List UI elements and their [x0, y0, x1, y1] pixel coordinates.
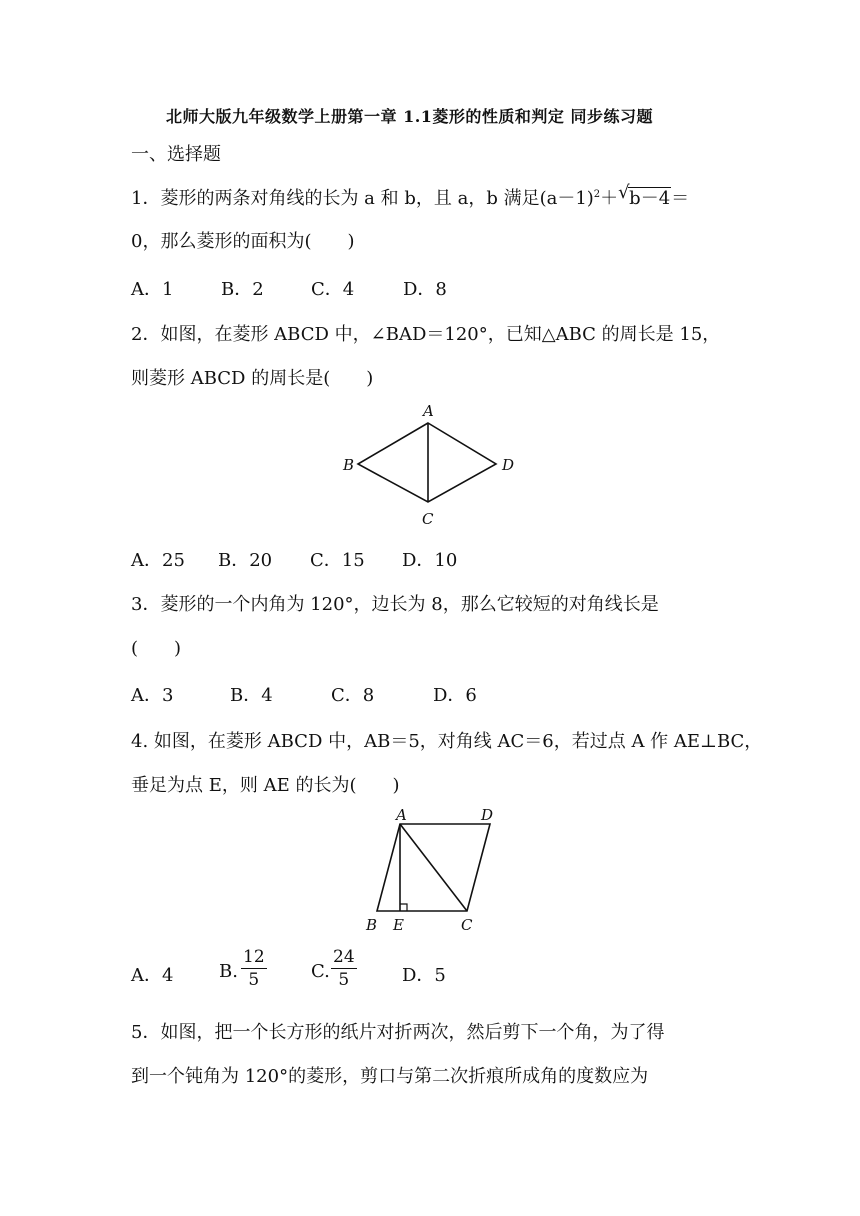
- q4-option-b-label: B.: [219, 961, 238, 982]
- q4-option-b-fraction: [241, 946, 267, 991]
- q4-rhombus-figure: [355, 800, 515, 938]
- q4-label-b: B: [366, 916, 378, 934]
- q4-line1: 4. 如图，在菱形 ABCD 中，AB＝5，对角线 AC＝6，若过点 A 作 AE⊥BC，: [131, 731, 763, 752]
- q4-option-b-denominator: 5: [248, 970, 260, 990]
- q2-label-a: A: [423, 402, 434, 420]
- q2-line2: 则菱形 ABCD 的周长是( ): [131, 368, 374, 389]
- q2-rhombus-outline: [358, 423, 496, 502]
- q2-rhombus-figure: [330, 396, 530, 530]
- q4-option-d: D．5: [402, 965, 446, 986]
- q1-option-b: B．2: [221, 279, 264, 300]
- q3-line2: ( ): [131, 638, 182, 659]
- q5-line2: 到一个钝角为 120°的菱形，剪口与第二次折痕所成角的度数应为: [131, 1066, 649, 1087]
- q4-option-c-denominator: 5: [338, 970, 350, 990]
- q4-line2: 垂足为点 E，则 AE 的长为( ): [131, 775, 400, 796]
- q1-plus: ＋: [600, 188, 619, 209]
- q4-diagonal-ac: [400, 824, 467, 911]
- q1-option-c: C．4: [311, 279, 355, 300]
- q4-option-c-fraction: [331, 946, 357, 991]
- q3-line1: 3．菱形的一个内角为 120°，边长为 8，那么它较短的对角线长是: [131, 594, 659, 615]
- q2-label-b: B: [343, 456, 355, 474]
- q1-options: [131, 275, 447, 301]
- q3-option-a: A．3: [131, 685, 174, 706]
- q1-equals: ＝: [671, 188, 690, 209]
- q2-option-b: B．20: [218, 550, 273, 571]
- q1-text: 1．菱形的两条对角线的长为 a 和 b，且 a，b 满足(a－1): [131, 188, 594, 209]
- q4-label-a: A: [396, 806, 407, 824]
- q4-option-a: A．4: [131, 965, 174, 986]
- q4-option-c-numerator: 24: [333, 947, 355, 967]
- q4-option-c-label: C.: [311, 961, 330, 982]
- q4-label-c: C: [461, 916, 473, 934]
- q5-line1: 5．如图，把一个长方形的纸片对折两次，然后剪下一个角，为了得: [131, 1022, 665, 1043]
- q1-option-d: D．8: [403, 279, 447, 300]
- q2-label-c: C: [422, 510, 434, 528]
- q1-radicand: b－4: [629, 188, 671, 209]
- q2-option-c: C．15: [310, 550, 365, 571]
- q4-option-b-numerator: 12: [243, 947, 265, 967]
- q3-options: [131, 681, 477, 707]
- q2-line1: 2．如图，在菱形 ABCD 中，∠BAD＝120°，已知△ABC 的周长是 15，: [131, 324, 721, 345]
- q1-line2: 0，那么菱形的面积为( ): [131, 231, 355, 252]
- q3-option-d: D．6: [433, 685, 477, 706]
- sqrt-icon: √: [618, 182, 630, 203]
- q2-option-a: A．25: [131, 550, 185, 571]
- q3-option-c: C．8: [331, 685, 375, 706]
- q1-line1: [131, 184, 689, 210]
- q4-label-e: E: [393, 916, 404, 934]
- q1-exponent: 2: [593, 189, 601, 200]
- q2-label-d: D: [502, 456, 515, 474]
- right-angle-icon: [400, 904, 407, 911]
- q1-sqrt: [618, 184, 671, 210]
- q4-label-d: D: [481, 806, 494, 824]
- section-heading: 一、选择题: [131, 144, 221, 165]
- page-title: 北师大版九年级数学上册第一章 1.1菱形的性质和判定 同步练习题: [166, 107, 653, 126]
- q2-option-d: D．10: [402, 550, 458, 571]
- q2-options: [131, 546, 457, 572]
- q3-option-b: B．4: [230, 685, 273, 706]
- q1-option-a: A．1: [131, 279, 174, 300]
